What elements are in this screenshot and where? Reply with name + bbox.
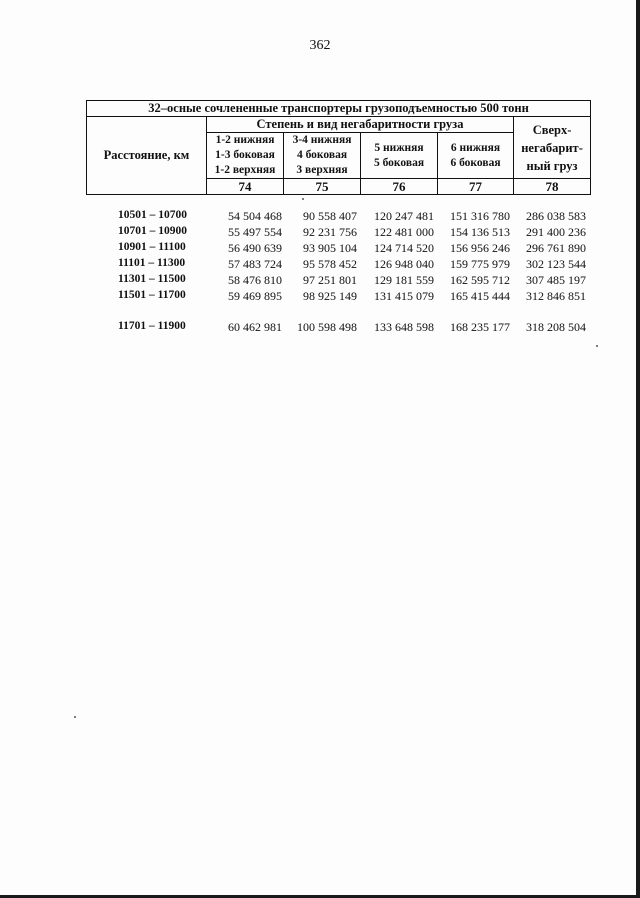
value-cell: 129 181 559 bbox=[374, 273, 434, 287]
value-cell: 168 235 177 bbox=[450, 320, 510, 334]
value-cell: 156 956 246 bbox=[450, 241, 510, 255]
value-cell: 59 469 895 bbox=[228, 289, 282, 303]
value-cell: 318 208 504 bbox=[526, 320, 586, 334]
scan-speck bbox=[302, 198, 304, 200]
column-header-line: 6 боковая bbox=[450, 156, 501, 169]
table-row bbox=[0, 257, 640, 273]
distance-cell: 10901 – 11100 bbox=[118, 241, 186, 253]
value-cell: 302 123 544 bbox=[526, 257, 586, 271]
column-header-line: 1-3 боковая bbox=[215, 149, 275, 161]
value-cell: 55 497 554 bbox=[228, 225, 282, 239]
column-header-line: 3-4 нижняя bbox=[292, 134, 352, 146]
value-cell: 131 415 079 bbox=[374, 289, 434, 303]
table-row bbox=[0, 273, 640, 289]
value-cell: 98 925 149 bbox=[303, 289, 357, 303]
distance-cell: 10501 – 10700 bbox=[118, 209, 187, 221]
scan-speck bbox=[596, 345, 598, 347]
value-cell: 97 251 801 bbox=[303, 273, 357, 287]
value-cell: 296 761 890 bbox=[526, 241, 586, 255]
value-cell: 286 038 583 bbox=[526, 209, 586, 223]
value-cell: 95 578 452 bbox=[303, 257, 357, 271]
value-cell: 133 648 598 bbox=[374, 320, 434, 334]
value-cell: 307 485 197 bbox=[526, 273, 586, 287]
column-header-line: ный груз bbox=[526, 158, 578, 173]
column-header-line: Сверх- bbox=[532, 122, 572, 137]
value-cell: 165 415 444 bbox=[450, 289, 510, 303]
value-cell: 312 846 851 bbox=[526, 289, 586, 303]
column-header-line: негабарит- bbox=[521, 140, 583, 155]
distance-cell: 11301 – 11500 bbox=[118, 273, 186, 285]
column-header-line: 5 нижняя bbox=[374, 141, 424, 154]
value-cell: 100 598 498 bbox=[297, 320, 357, 334]
value-cell: 159 775 979 bbox=[450, 257, 510, 271]
column-header-line: 5 боковая bbox=[373, 156, 425, 169]
value-cell: 58 476 810 bbox=[228, 273, 282, 287]
group-header: Степень и вид негабаритности груза bbox=[207, 117, 514, 133]
table-row bbox=[0, 320, 640, 336]
value-cell: 122 481 000 bbox=[374, 225, 434, 239]
column-number: 75 bbox=[284, 179, 361, 195]
column-header-line: 6 нижняя bbox=[450, 141, 501, 154]
column-header-line: 3 верхняя bbox=[296, 164, 348, 176]
value-cell: 57 483 724 bbox=[228, 257, 282, 271]
column-number: 78 bbox=[514, 179, 591, 195]
column-number: 76 bbox=[361, 179, 438, 195]
scan-speck bbox=[74, 716, 76, 718]
table-row bbox=[0, 209, 640, 225]
value-cell: 92 231 756 bbox=[303, 225, 357, 239]
value-cell: 120 247 481 bbox=[374, 209, 434, 223]
distance-cell: 10701 – 10900 bbox=[118, 225, 187, 237]
value-cell: 291 400 236 bbox=[526, 225, 586, 239]
distance-cell: 11101 – 11300 bbox=[118, 257, 186, 269]
column-number: 77 bbox=[438, 179, 514, 195]
value-cell: 60 462 981 bbox=[228, 320, 282, 334]
value-cell: 56 490 639 bbox=[228, 241, 282, 255]
table-row bbox=[0, 241, 640, 257]
value-cell: 154 136 513 bbox=[450, 225, 510, 239]
table-title: 32–осные сочлененные транспортеры грузоподъемностью 500 тонн bbox=[87, 101, 591, 117]
distance-header: Расстояние, км bbox=[87, 117, 207, 195]
column-number: 74 bbox=[207, 179, 284, 195]
value-cell: 54 504 468 bbox=[228, 209, 282, 223]
value-cell: 151 316 780 bbox=[450, 209, 510, 223]
value-cell: 162 595 712 bbox=[450, 273, 510, 287]
distance-cell: 11701 – 11900 bbox=[118, 320, 186, 332]
page-number: 362 bbox=[309, 38, 331, 53]
column-header-line: 4 боковая bbox=[296, 149, 348, 161]
distance-cell: 11501 – 11700 bbox=[118, 289, 186, 301]
value-cell: 124 714 520 bbox=[374, 241, 434, 255]
table-row bbox=[0, 225, 640, 241]
table-row bbox=[0, 289, 640, 305]
value-cell: 126 948 040 bbox=[374, 257, 434, 271]
column-header-line: 1-2 нижняя bbox=[215, 134, 275, 146]
value-cell: 93 905 104 bbox=[303, 241, 357, 255]
value-cell: 90 558 407 bbox=[303, 209, 357, 223]
column-header-line: 1-2 верхняя bbox=[214, 164, 276, 176]
